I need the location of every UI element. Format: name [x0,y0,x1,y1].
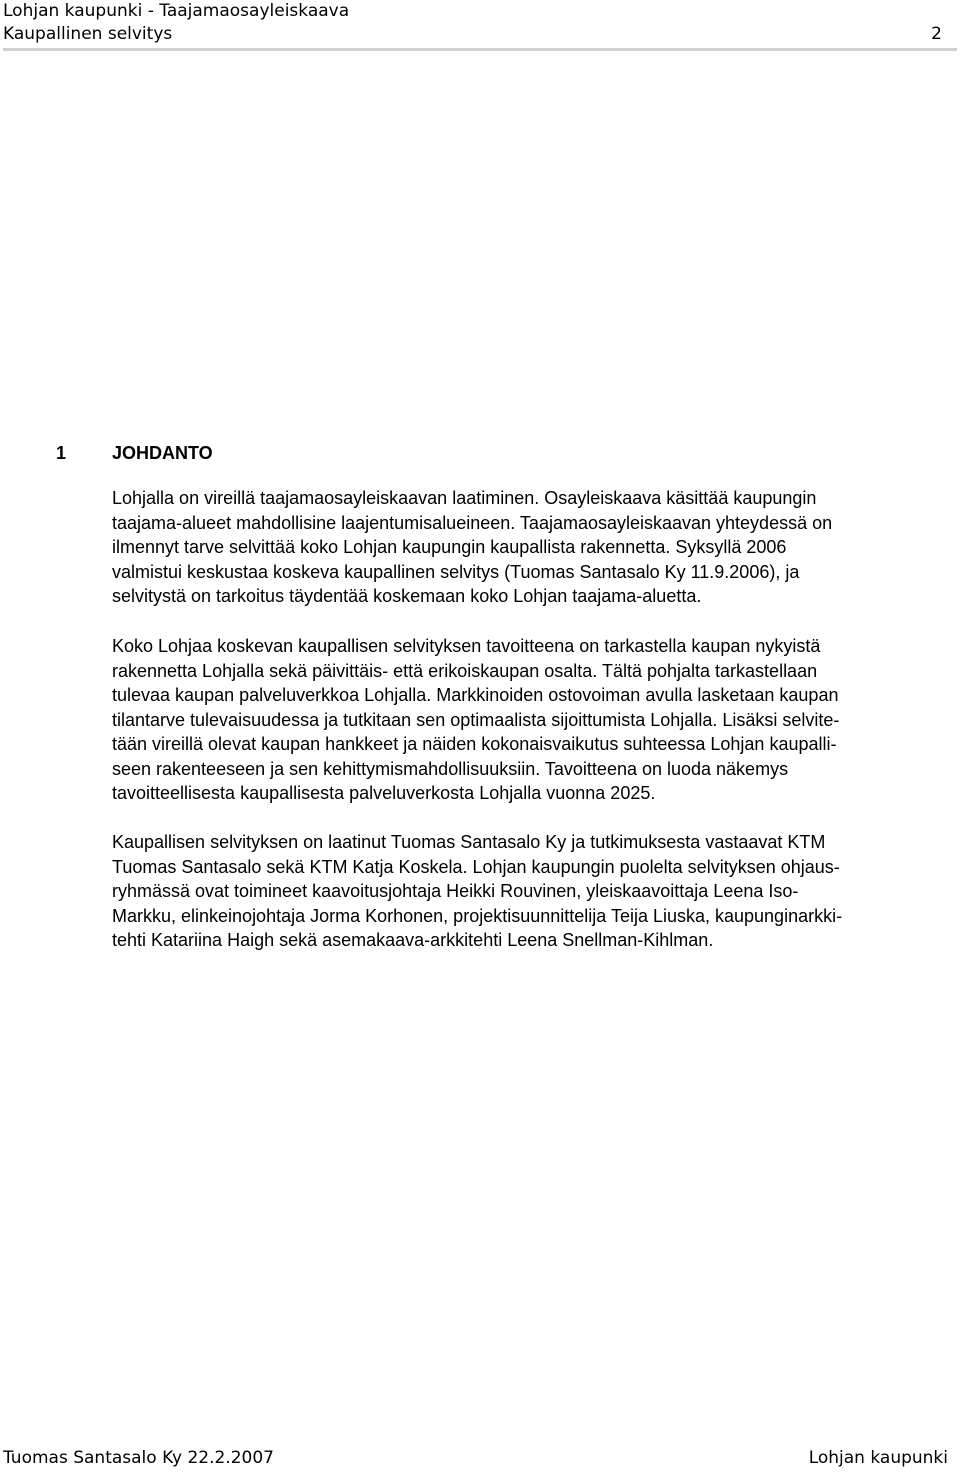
paragraph-2 [112,634,958,806]
paragraph-line: ilmennyt tarve selvittää koko Lohjan kaupungin kaupallista rakennetta. Syksyllä 2006 [112,537,787,557]
section-number: 1 [56,443,67,463]
document-subtitle: Kaupallinen selvitys [3,24,173,44]
paragraph-3 [112,830,958,953]
footer-organization: Lohjan kaupunki [808,1448,948,1468]
paragraph-line: tavoitteellisesta kaupallisesta palveluverkosta Lohjalla vuonna 2025. [112,783,656,803]
paragraph-line: ryhmässä ovat toimineet kaavoitusjohtaja Heikki Rouvinen, yleiskaavoittaja Leena Iso- [112,881,799,901]
paragraph-line: tulevaa kaupan palveluverkkoa Lohjalla. Markkinoiden ostovoiman avulla lasketaan kaupan [112,685,839,705]
paragraph-line: selvitystä on tarkoitus täydentää koskemaan koko Lohjan taajama-aluetta. [112,586,702,606]
paragraph-line: Tuomas Santasalo sekä KTM Katja Koskela. Lohjan kaupungin puolelta selvityksen ohjaus- [112,856,840,877]
paragraph-line: taajama-alueet mahdollisine laajentumisalueineen. Taajamaosayleiskaavan yhteydessä on [112,512,833,533]
paragraph-line: seen rakenteeseen ja sen kehittymismahdollisuuksiin. Tavoitteena on luoda näkemys [112,758,789,779]
paragraph-line: tään vireillä olevat kaupan hankkeet ja näiden kokonaisvaikutus suhteessa Lohjan kaupalli- [112,734,837,754]
paragraph-1 [112,486,958,609]
paragraph-line: Markku, elinkeinojohtaja Jorma Korhonen, projektisuunnittelija Teija Liuska, kaupunginarkki- [112,905,843,926]
paragraph-line: tilantarve tulevaisuudessa ja tutkitaan sen optimaalista sijoittumista Lohjalla. Lisäksi selvite- [112,709,840,730]
page-number: 2 [931,24,942,44]
paragraph-line: valmistui keskustaa koskeva kaupallinen selvitys (Tuomas Santasalo Ky 11.9.2006), ja [112,561,800,582]
header-divider [3,48,957,51]
paragraph-line: Koko Lohjaa koskevan kaupallisen selvityksen tavoitteena on tarkastella kaupan nykyistä [112,636,821,656]
section-title: JOHDANTO [112,443,213,463]
paragraph-line: Kaupallisen selvityksen on laatinut Tuomas Santasalo Ky ja tutkimuksesta vastaavat KTM [112,832,826,852]
section-heading [56,441,213,465]
document-title: Lohjan kaupunki - Taajamaosayleiskaava [3,1,350,21]
paragraph-line: tehti Katariina Haigh sekä asemakaava-arkkitehti Leena Snellman-Kihlman. [112,930,714,950]
paragraph-line: Lohjalla on vireillä taajamaosayleiskaavan laatiminen. Osayleiskaava käsittää kaupungin [112,488,817,508]
paragraph-line: rakennetta Lohjalla sekä päivittäis- että erikoiskaupan osalta. Tältä pohjalta tarkastellaan [112,660,818,681]
footer-author-date: Tuomas Santasalo Ky 22.2.2007 [3,1448,274,1468]
